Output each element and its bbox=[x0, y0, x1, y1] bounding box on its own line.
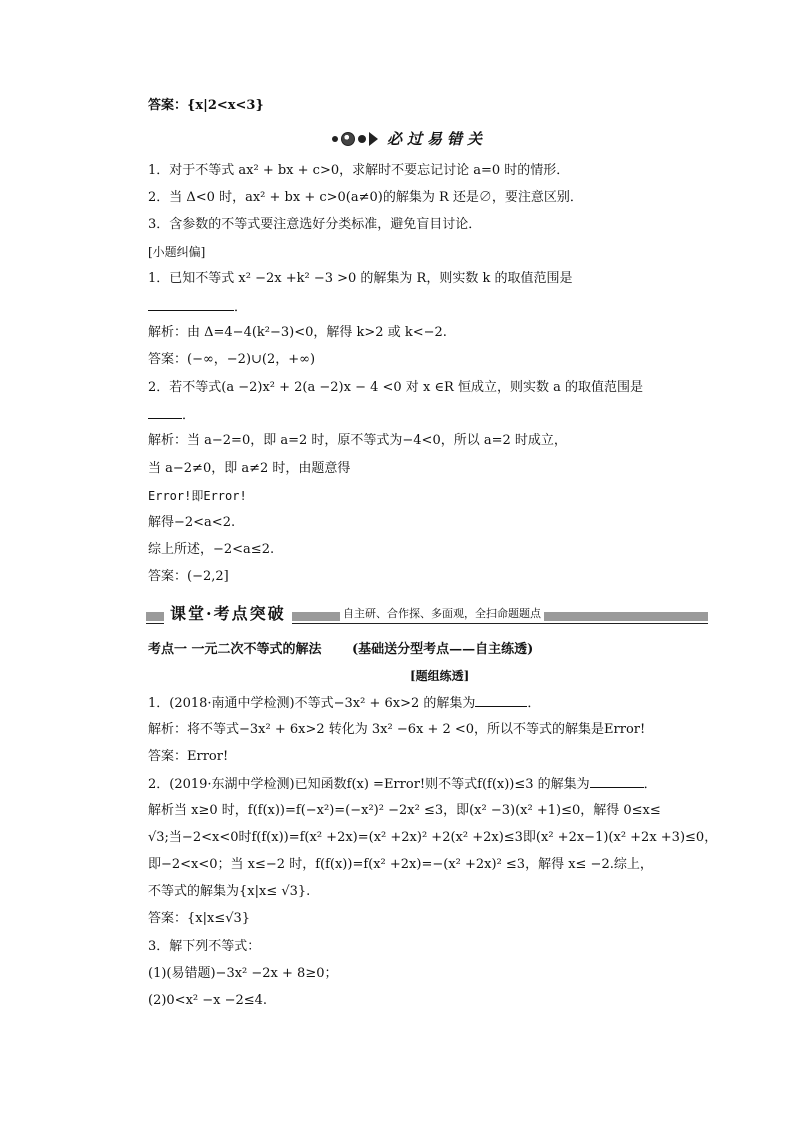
q1-analysis: 解析：由 Δ=4−4(k²−3)<0，解得 k>2 或 k<−2. bbox=[148, 325, 447, 340]
p3-sub-2: (2)0<x² −x −2≤4. bbox=[148, 993, 268, 1008]
p2-text: 2．(2019·东湖中学检测)已知函数f(x) =Error!则不等式f(f(x))≤3 的解集为 bbox=[148, 777, 590, 792]
p2-analysis-1: 解析当 x≥0 时，f(f(x))=f(−x²)=(−x²)² −2x² ≤3，即(x² −3)(x² +1)≤0，解得 0≤x≤ bbox=[148, 803, 661, 818]
answer-blank bbox=[148, 298, 234, 311]
p3-stem: 3．解下列不等式： bbox=[148, 939, 261, 954]
q2-analysis-2: 当 a−2≠0，即 a≠2 时，由题意得 bbox=[148, 461, 351, 476]
bullet-dot-icon bbox=[332, 136, 338, 142]
q1-stem: 1．已知不等式 x² −2x +k² −3 >0 的解集为 R，则实数 k 的取值范围是 bbox=[148, 271, 573, 286]
q1-answer: 答案：(−∞，−2)∪(2，+∞) bbox=[148, 352, 316, 367]
answer-blank bbox=[475, 694, 527, 707]
section-banner bbox=[146, 604, 708, 624]
q2-analysis-4: 解得−2<a<2. bbox=[148, 515, 236, 530]
p1-end: ． bbox=[527, 696, 541, 711]
p2-answer: 答案：{x|x≤√3} bbox=[148, 911, 251, 926]
bullet-dot-icon bbox=[358, 135, 366, 143]
answer-blank bbox=[148, 406, 182, 419]
note-2: 2．当 Δ<0 时，ax² + bx + c>0(a≠0)的解集为 R 还是∅，要注意区别． bbox=[148, 190, 583, 205]
q2-answer: 答案：(−2,2] bbox=[148, 569, 229, 584]
kaodian-note: (基础送分型考点——自主练透) bbox=[352, 642, 534, 657]
circle-icon bbox=[341, 132, 355, 146]
small-heading: [小题纠偏] bbox=[148, 245, 206, 259]
q2-analysis-3: Error!即Error! bbox=[148, 489, 247, 503]
arrow-right-icon bbox=[369, 132, 378, 146]
q1-blank-line bbox=[148, 298, 247, 317]
section-title: 课堂·考点突破 bbox=[164, 604, 292, 624]
p1-text: 1．(2018·南通中学检测)不等式−3x² + 6x>2 的解集为 bbox=[148, 696, 476, 711]
p3-sub-1: (1)(易错题)−3x² −2x + 8≥0； bbox=[148, 966, 338, 981]
q2-stem: 2．若不等式(a −2)x² + 2(a −2)x − 4 <0 对 x ∈R 恒成立，则实数 a 的取值范围是 bbox=[148, 380, 643, 395]
q2-analysis-5: 综上所述，−2<a≤2. bbox=[148, 542, 275, 557]
top-answer: 答案：{x|2<x<3} bbox=[148, 98, 264, 113]
note-3: 3．含参数的不等式要注意选好分类标准，避免盲目讨论． bbox=[148, 217, 482, 232]
note-1: 1．对于不等式 ax² + bx + c>0，求解时不要忘记讨论 a=0 时的情形． bbox=[148, 163, 570, 178]
bigguo-title: 必过易错关 bbox=[387, 130, 488, 148]
section-subtitle: 自主研、合作探、多面观，全扫命题题点 bbox=[340, 606, 544, 622]
p2-analysis-2: √3;当−2<x<0时f(f(x))=f(x² +2x)=(x² +2x)² +2(x² +2x)≤3即(x² +2x−1)(x² +2x +3)≤0， bbox=[148, 830, 718, 845]
p1-answer: 答案：Error! bbox=[148, 749, 229, 764]
p2-analysis-3: 即−2<x<0；当 x≤−2 时，f(f(x))=f(x² +2x)=−(x² +2x)² ≤3，解得 x≤ −2.综上， bbox=[148, 857, 653, 872]
q2-blank-line bbox=[148, 406, 195, 425]
p2-analysis-4: 不等式的解集为{x|x≤ √3}. bbox=[148, 884, 311, 899]
p1-analysis: 解析：将不等式−3x² + 6x>2 转化为 3x² −6x + 2 <0，所以不等式的解集是Error! bbox=[148, 722, 646, 737]
answer-blank bbox=[590, 775, 644, 788]
q2-analysis-1: 解析：当 a−2=0，即 a=2 时，原不等式为−4<0，所以 a=2 时成立， bbox=[148, 433, 567, 448]
p2-end: ． bbox=[643, 777, 657, 792]
bigguo-banner bbox=[332, 128, 487, 149]
kaodian-title: 考点一 一元二次不等式的解法 bbox=[148, 642, 322, 657]
p2-stem bbox=[148, 775, 657, 794]
p1-stem bbox=[148, 694, 540, 713]
q2-end: ． bbox=[182, 408, 196, 423]
q1-end: ． bbox=[234, 300, 248, 315]
tizu-heading: [题组练透] bbox=[410, 669, 470, 683]
